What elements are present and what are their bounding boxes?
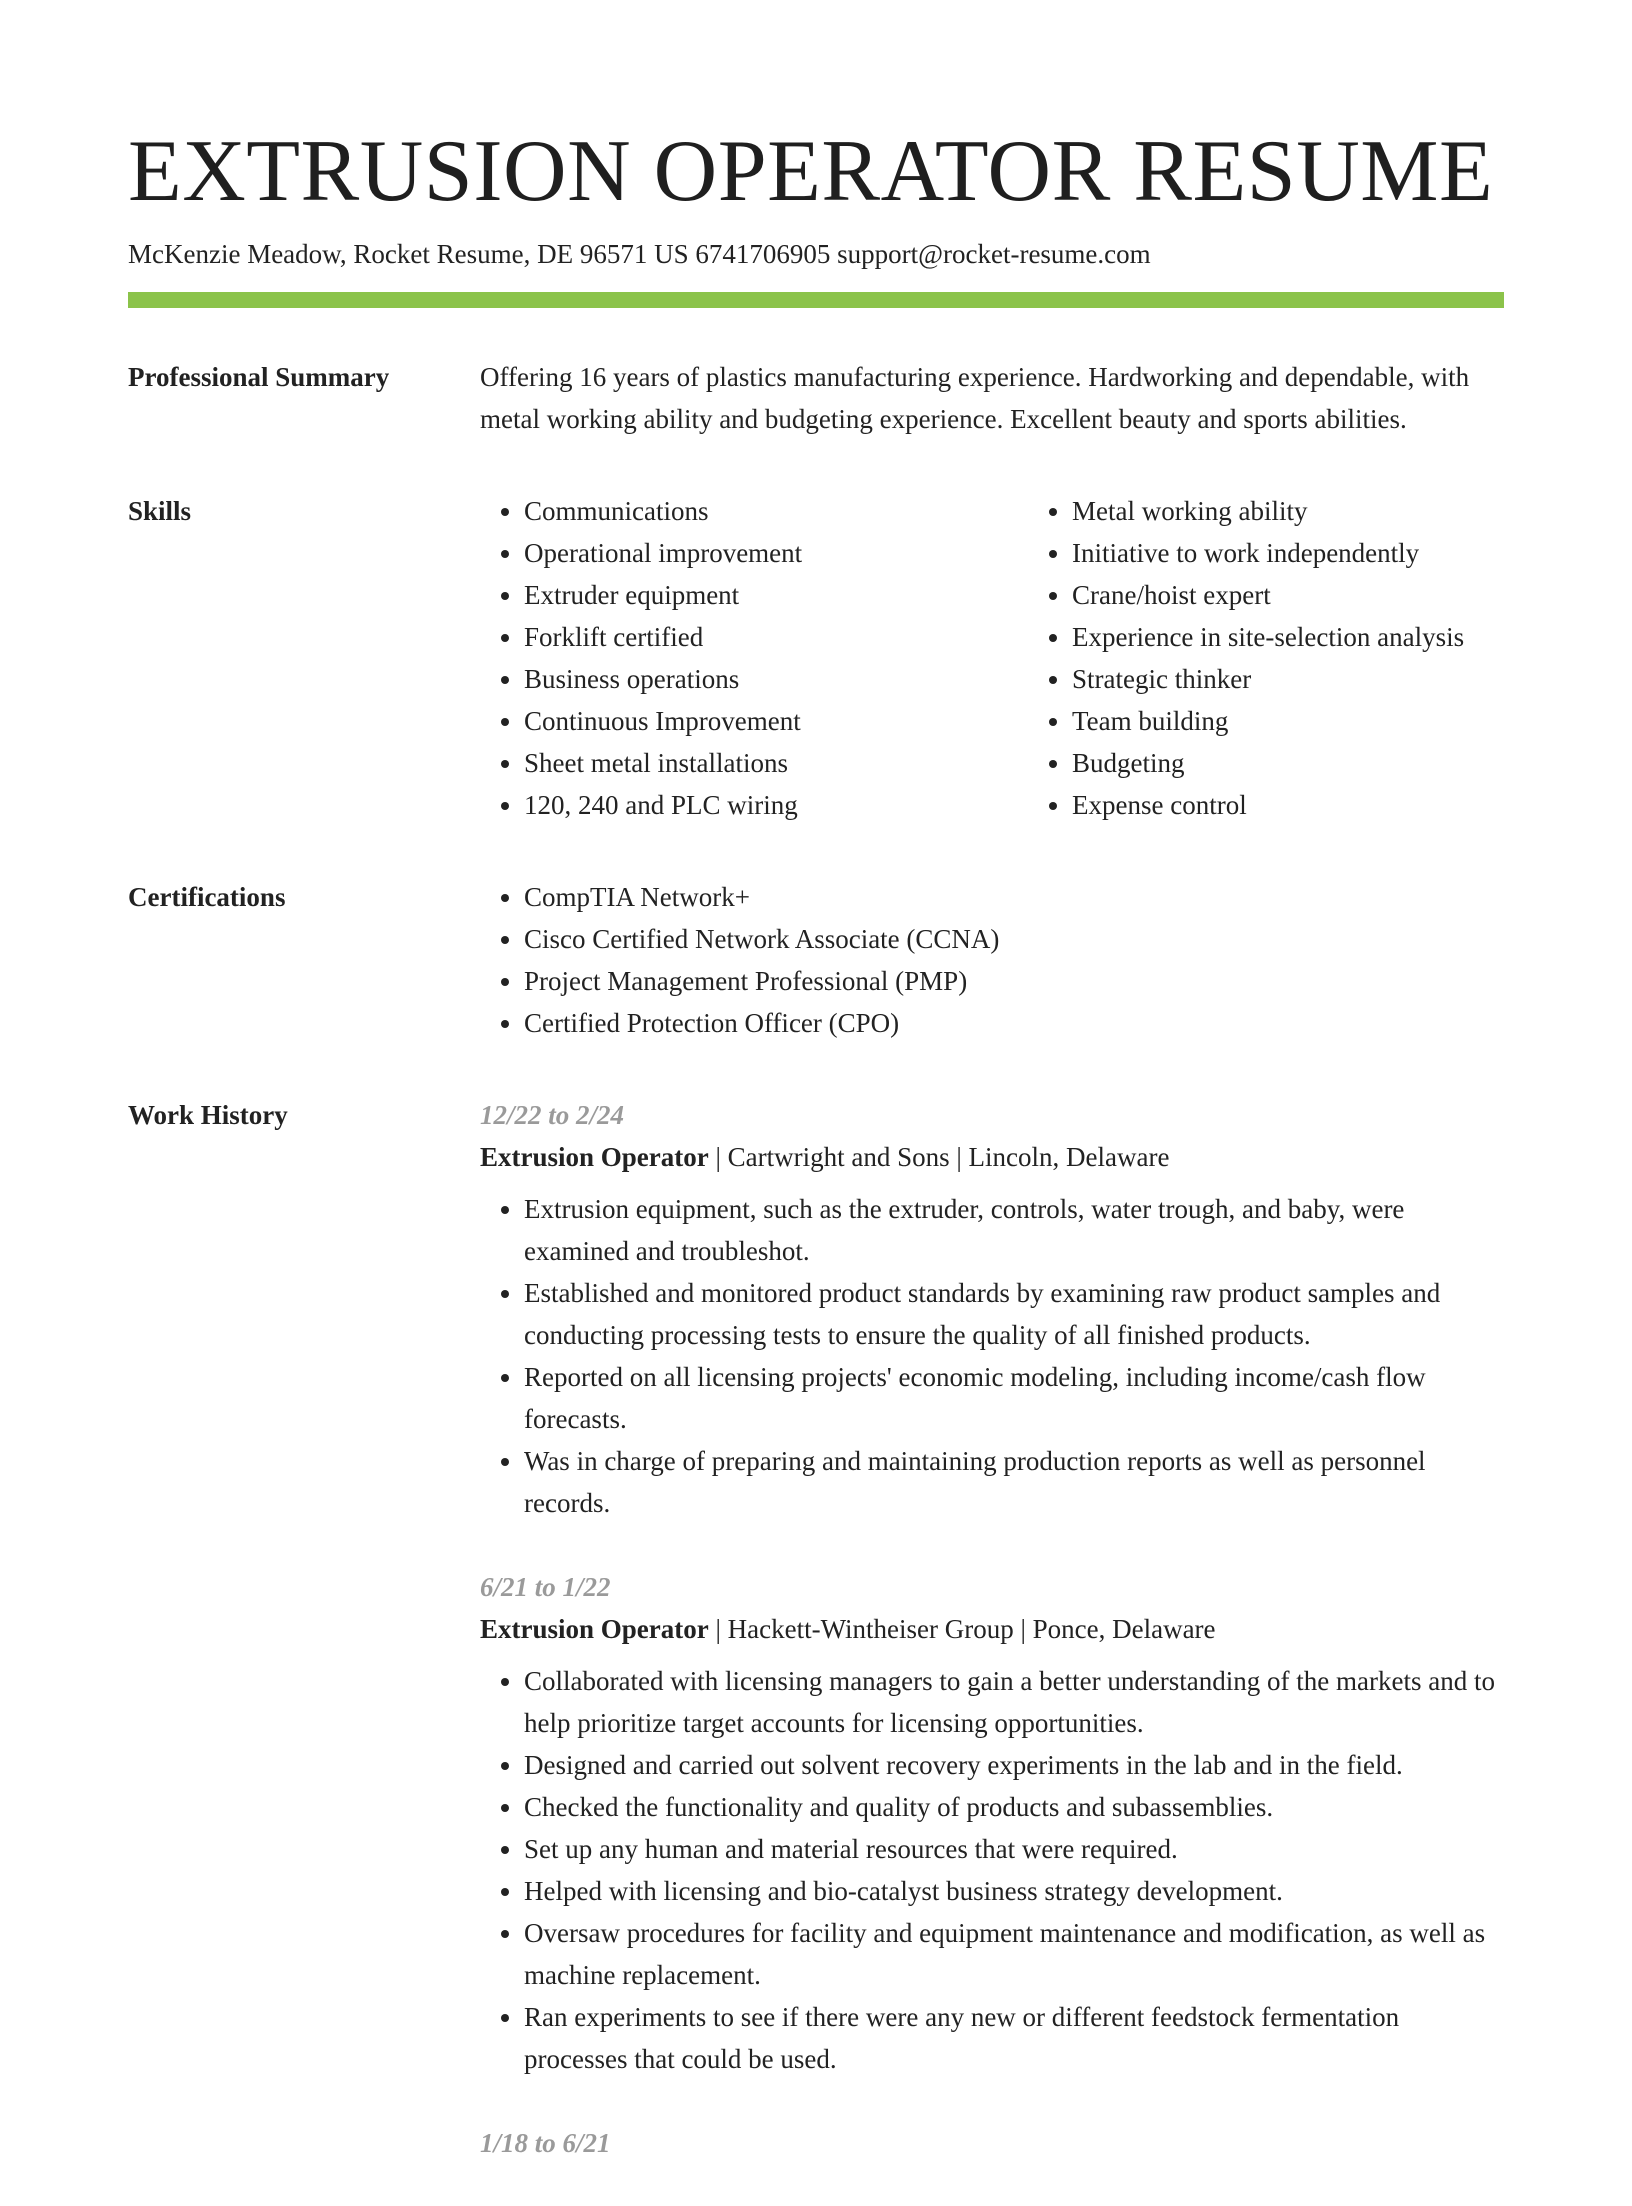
job-dates: 1/18 to 6/21 [480,2128,611,2158]
skill-item: • Business operations [524,658,1028,700]
contact-line: McKenzie Meadow, Rocket Resume, DE 96571 US 6741706905 support@rocket-resume.com [128,239,1151,269]
skill-item: • Operational improvement [524,532,1028,574]
job-entry [480,1566,1504,2080]
job-bullets [480,1660,1504,2080]
resume-title: EXTRUSION OPERATOR RESUME [128,123,1494,220]
job-bullet: • Ran experiments to see if there were any new or different feedstock fermentation processes that could be used. [524,1996,1504,2080]
job-details: | Cartwright and Sons | Lincoln, Delaware [708,1142,1170,1172]
job-dates: 6/21 to 1/22 [480,1572,611,1602]
skill-item: • Forklift certified [524,616,1028,658]
work-history-body [480,1094,1504,2206]
job-title: Extrusion Operator [480,1142,709,1172]
job-bullet: • Set up any human and material resources that were required. [524,1828,1504,1870]
skill-item: • Metal working ability [1072,490,1576,532]
certifications-section [128,876,1504,1044]
job-heading [480,1608,1504,1650]
job-details: | Hackett-Wintheiser Group | Ponce, Delaware [708,1614,1216,1644]
header-divider [128,292,1504,308]
skill-item: • Team building [1072,700,1576,742]
summary-text: Offering 16 years of plastics manufacturing experience. Hardworking and dependable, with metal working ability and budgeting experience. Excellent beauty and sports abilities. [480,362,1470,434]
job-bullet: • Collaborated with licensing managers to gain a better understanding of the markets and to help prioritize target accounts for licensing opportunities. [524,1660,1504,1744]
work-history-section [128,1094,1504,2206]
skill-item: • Extruder equipment [524,574,1028,616]
job-dates: 12/22 to 2/24 [480,1100,625,1130]
certification-item: • CompTIA Network+ [524,876,1504,918]
skill-item: • Communications [524,490,1028,532]
section-label: Certifications [128,882,286,912]
skills-section [128,490,1504,826]
job-title: Extrusion Operator [480,1614,709,1644]
job-bullet: • Helped with licensing and bio-catalyst business strategy development. [524,1870,1504,1912]
skill-item: • Strategic thinker [1072,658,1576,700]
certifications-body [480,876,1504,1044]
skills-grid [480,490,1576,826]
job-entry [480,2122,1504,2164]
section-label: Skills [128,496,192,526]
skill-item: • Continuous Improvement [524,700,1028,742]
certification-item: • Project Management Professional (PMP) [524,960,1504,1002]
skill-item: • Expense control [1072,784,1576,826]
job-bullet: • Established and monitored product standards by examining raw product samples and conducting processing tests to ensure the quality of all finished products. [524,1272,1504,1356]
job-bullet: • Checked the functionality and quality of products and subassemblies. [524,1786,1504,1828]
skill-item: • Experience in site-selection analysis [1072,616,1576,658]
skills-list-left [480,490,1028,826]
section-label: Work History [128,1100,288,1130]
job-bullet: • Designed and carried out solvent recovery experiments in the lab and in the field. [524,1744,1504,1786]
job-bullet: • Extrusion equipment, such as the extruder, controls, water trough, and baby, were examined and troubleshot. [524,1188,1504,1272]
job-entry [480,1094,1504,1524]
skill-item: • Sheet metal installations [524,742,1028,784]
skill-item: • Initiative to work independently [1072,532,1576,574]
skill-item: • Budgeting [1072,742,1576,784]
summary-section [128,356,1504,440]
job-bullet: • Reported on all licensing projects' economic modeling, including income/cash flow forecasts. [524,1356,1504,1440]
certifications-list [480,876,1504,1044]
section-label: Professional Summary [128,362,390,392]
skill-item: • Crane/hoist expert [1072,574,1576,616]
certification-item: • Certified Protection Officer (CPO) [524,1002,1504,1044]
job-bullet: • Oversaw procedures for facility and equipment maintenance and modification, as well as machine replacement. [524,1912,1504,1996]
skills-list-right [1028,490,1576,826]
job-bullets [480,1188,1504,1524]
certification-item: • Cisco Certified Network Associate (CCNA) [524,918,1504,960]
job-heading [480,1136,1504,1178]
skill-item: • 120, 240 and PLC wiring [524,784,1028,826]
job-bullet: • Was in charge of preparing and maintaining production reports as well as personnel records. [524,1440,1504,1524]
